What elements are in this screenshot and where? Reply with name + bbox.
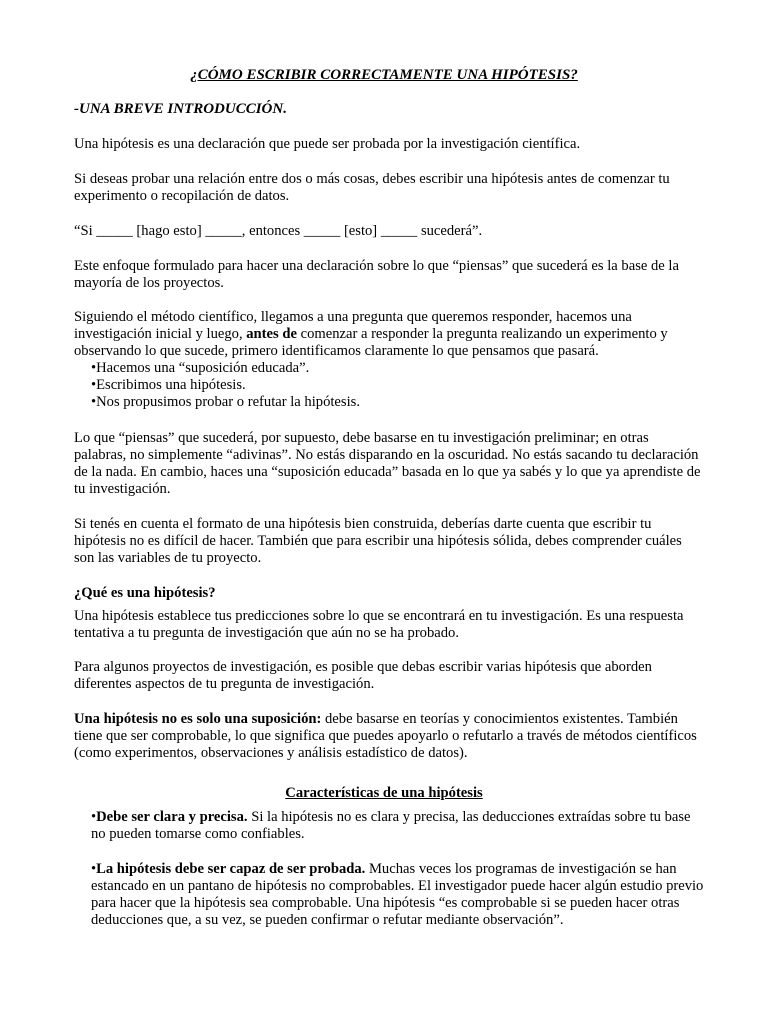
characteristic-testable-text: Muchas veces los programas de investigación se han estancado en un pantano de hipótesis no comprobables. El investigador puede hacer algún estudio previo para hacer que la hipótesis sea comprobable. Una hipótesis “es comprobable si se pueden hacer otras deducciones que, a su vez, se pueden confirmar o refutar mediante observación”.: [91, 861, 704, 928]
not-guess-bold: Una hipótesis no es solo una suposición:: [74, 711, 322, 727]
steps-list: [91, 360, 701, 411]
bullet-icon: •: [91, 377, 97, 393]
document-title: ¿CÓMO ESCRIBIR CORRECTAMENTE UNA HIPÓTESIS?: [190, 67, 578, 83]
list-item-text: Hacemos una “suposición educada”.: [96, 360, 310, 376]
list-item-text: Nos propusimos probar o refutar la hipótesis.: [96, 394, 360, 410]
method-text-bold: antes de: [246, 326, 297, 342]
characteristic-clear-text: Si la hipótesis no es clara y precisa, las deducciones extraídas sobre tu base no pueden tomarse como confiables.: [91, 809, 691, 842]
bullet-icon: •: [91, 861, 97, 877]
paragraph-educated-guess: Lo que “piensas” que sucederá, por supuesto, debe basarse en tu investigación preliminar; en otras palabras, no simplemente “adivinas”. No estás disparando en la oscuridad. No estás sacando tu declaración de la nada. En cambio, haces una “suposición educada” basada en lo que ya sabés y lo que ya aprendiste de tu investigación.: [74, 430, 701, 497]
method-text-end: comenzar a responder la pregunta realizando un experimento y observando lo que sucede, primero identificamos claramente lo que pensamos que pasará.: [74, 326, 668, 359]
characteristic-testable-bold: La hipótesis debe ser capaz de ser probada.: [96, 861, 366, 877]
paragraph-definition: Una hipótesis es una declaración que puede ser probada por la investigación científica.: [74, 136, 581, 152]
question-heading: ¿Qué es una hipótesis?: [74, 585, 216, 601]
paragraph-format: Si tenés en cuenta el formato de una hipótesis bien construida, deberías darte cuenta que escribir tu hipótesis no es difícil de hacer. También que para escribir una hipótesis sólida, debes comprender cuáles son las variables de tu proyecto.: [74, 516, 682, 566]
characteristic-clear: [91, 809, 707, 843]
characteristics-heading: Características de una hipótesis: [285, 785, 483, 801]
list-item: [91, 377, 701, 394]
paragraph-approach: Este enfoque formulado para hacer una declaración sobre lo que “piensas” que sucederá es la base de la mayoría de los proyectos.: [74, 258, 679, 291]
paragraph-multiple: Para algunos proyectos de investigación, es posible que debas escribir varias hipótesis que aborden diferentes aspectos de tu pregunta de investigación.: [74, 659, 652, 692]
paragraph-not-guess: [74, 711, 704, 762]
paragraph-prediction: Una hipótesis establece tus predicciones sobre lo que se encontrará en tu investigación. Es una respuesta tentativa a tu pregunta de investigación que aún no se ha probado.: [74, 608, 684, 641]
characteristic-testable: [91, 861, 707, 929]
bullet-icon: •: [91, 360, 97, 376]
intro-heading: -UNA BREVE INTRODUCCIÓN.: [74, 101, 287, 117]
bullet-icon: •: [91, 394, 97, 410]
paragraph-relation: Si deseas probar una relación entre dos o más cosas, debes escribir una hipótesis antes de comenzar tu experimento o recopilación de datos.: [74, 171, 670, 204]
characteristic-clear-bold: Debe ser clara y precisa.: [96, 809, 248, 825]
paragraph-template: “Si _____ [hago esto] _____, entonces _____ [esto] _____ sucederá”.: [74, 223, 483, 239]
list-item: [91, 394, 701, 411]
paragraph-scientific-method: [74, 309, 704, 360]
not-guess-text: debe basarse en teorías y conocimientos existentes. También tiene que ser comprobable, lo que significa que puedes apoyarlo o refutarlo a través de métodos científicos (como experimentos, observaciones y análisis estadístico de datos).: [74, 711, 697, 761]
bullet-icon: •: [91, 809, 97, 825]
method-text-start: Siguiendo el método científico, llegamos a una pregunta que queremos responder, hacemos una investigación inicial y luego,: [74, 309, 632, 342]
list-item: [91, 360, 701, 377]
list-item-text: Escribimos una hipótesis.: [96, 377, 246, 393]
